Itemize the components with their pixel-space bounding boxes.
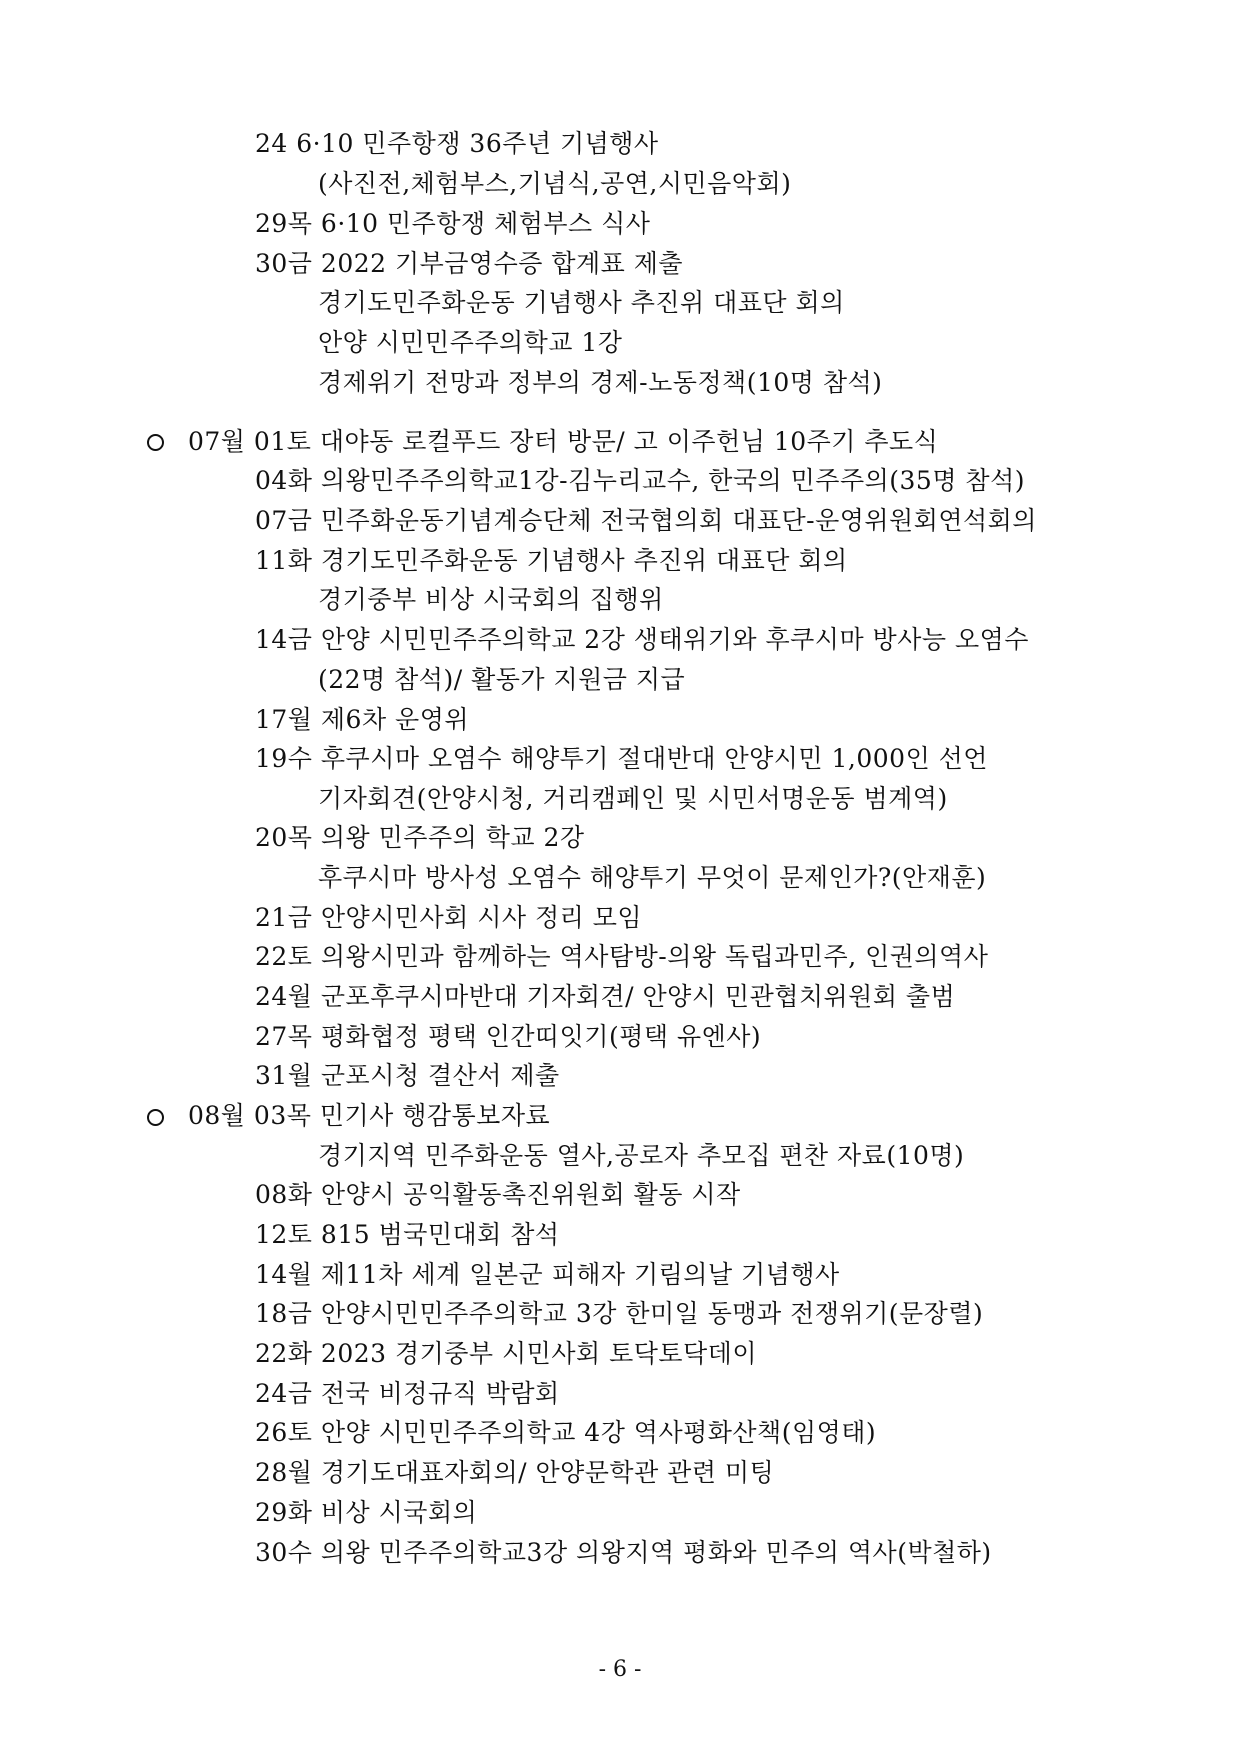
schedule-line: 29목 6·10 민주항쟁 체험부스 식사 xyxy=(255,209,651,238)
schedule-line: 경제위기 전망과 정부의 경제-노동정책(10명 참석) xyxy=(318,368,883,397)
schedule-line: 20목 의왕 민주주의 학교 2강 xyxy=(255,823,585,852)
schedule-line: 12토 815 범국민대회 참석 xyxy=(255,1220,560,1249)
schedule-line: 14금 안양 시민민주주의학교 2강 생태위기와 후쿠시마 방사능 오염수 xyxy=(255,625,1029,654)
schedule-line: 27목 평화협정 평택 인간띠잇기(평택 유엔사) xyxy=(255,1022,762,1051)
schedule-line: 22토 의왕시민과 함께하는 역사탐방-의왕 독립과민주, 인권의역사 xyxy=(255,942,989,971)
schedule-line: 안양 시민민주주의학교 1강 xyxy=(318,328,623,357)
schedule-line: (사진전,체험부스,기념식,공연,시민음악회) xyxy=(318,169,792,198)
schedule-line: 19수 후쿠시마 오염수 해양투기 절대반대 안양시민 1,000인 선언 xyxy=(255,744,988,773)
schedule-line: 기자회견(안양시청, 거리캠페인 및 시민서명운동 범계역) xyxy=(318,784,948,813)
schedule-line: 24 6·10 민주항쟁 36주년 기념행사 xyxy=(255,129,659,158)
schedule-line: 24월 군포후쿠시마반대 기자회견/ 안양시 민관협치위원회 출범 xyxy=(255,982,956,1011)
page-number: - 6 - xyxy=(598,1657,642,1682)
schedule-line: 04화 의왕민주주의학교1강-김누리교수, 한국의 민주주의(35명 참석) xyxy=(255,466,1025,495)
schedule-line: 21금 안양시민사회 시사 정리 모임 xyxy=(255,903,643,932)
schedule-line: 경기도민주화운동 기념행사 추진위 대표단 회의 xyxy=(318,288,845,317)
circle-bullet-icon xyxy=(147,434,164,451)
schedule-line: 30수 의왕 민주주의학교3강 의왕지역 평화와 민주의 역사(박철하) xyxy=(255,1538,992,1567)
schedule-line: 22화 2023 경기중부 시민사회 토닥토닥데이 xyxy=(255,1339,757,1368)
schedule-line: 11화 경기도민주화운동 기념행사 추진위 대표단 회의 xyxy=(255,546,848,575)
schedule-line: 경기중부 비상 시국회의 집행위 xyxy=(318,585,664,614)
schedule-line: 29화 비상 시국회의 xyxy=(255,1498,478,1527)
schedule-line: 07금 민주화운동기념계승단체 전국협의회 대표단-운영위원회연석회의 xyxy=(255,506,1037,535)
schedule-line: 31월 군포시청 결산서 제출 xyxy=(255,1061,560,1090)
month-heading-august: 08월 03목 민기사 행감통보자료 xyxy=(188,1101,551,1130)
schedule-line: 30금 2022 기부금영수증 합계표 제출 xyxy=(255,249,684,278)
schedule-line: 경기지역 민주화운동 열사,공로자 추모집 편찬 자료(10명) xyxy=(318,1141,965,1170)
schedule-line: 26토 안양 시민민주주의학교 4강 역사평화산책(임영태) xyxy=(255,1418,877,1447)
schedule-line: 08화 안양시 공익활동촉진위원회 활동 시작 xyxy=(255,1180,741,1209)
schedule-line: 후쿠시마 방사성 오염수 해양투기 무엇이 문제인가?(안재훈) xyxy=(318,863,987,892)
month-heading-july: 07월 01토 대야동 로컬푸드 장터 방문/ 고 이주헌님 10주기 추도식 xyxy=(188,427,939,456)
schedule-line: 28월 경기도대표자회의/ 안양문학관 관련 미팅 xyxy=(255,1458,775,1487)
schedule-line: 17월 제6차 운영위 xyxy=(255,705,470,734)
schedule-line: (22명 참석)/ 활동가 지원금 지급 xyxy=(318,665,686,694)
schedule-line: 24금 전국 비정규직 박람회 xyxy=(255,1379,560,1408)
schedule-line: 14월 제11차 세계 일본군 피해자 기림의날 기념행사 xyxy=(255,1260,840,1289)
circle-bullet-icon xyxy=(147,1109,164,1126)
schedule-line: 18금 안양시민민주주의학교 3강 한미일 동맹과 전쟁위기(문장렬) xyxy=(255,1299,984,1328)
